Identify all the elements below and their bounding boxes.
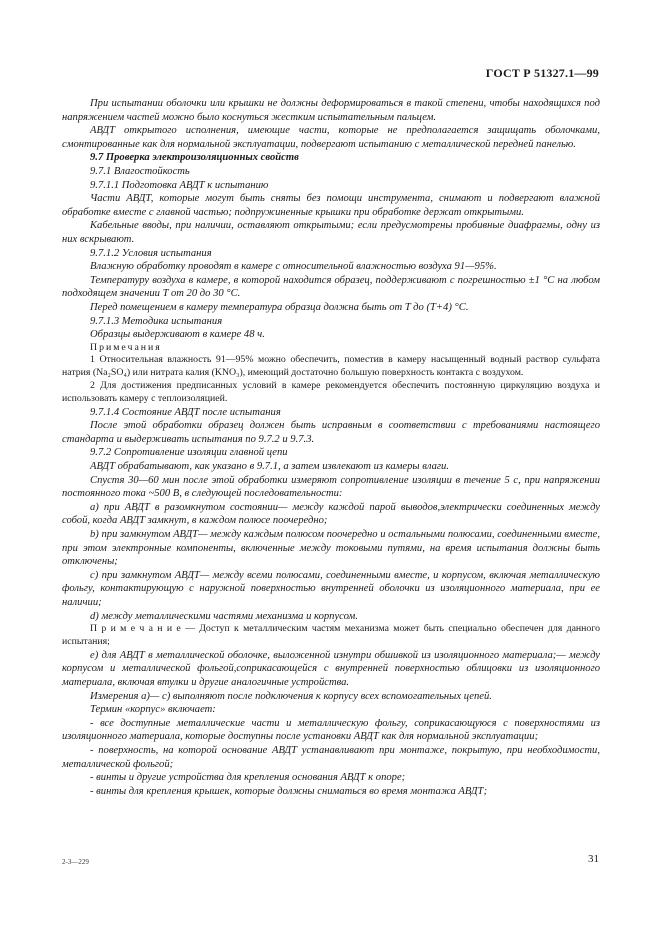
paragraph: 9.7.1.3 Методика испытания xyxy=(90,315,223,327)
paragraph: 9.7 Проверка электроизоляционных свойств xyxy=(90,152,299,164)
paragraph: Температуру воздуха в камере, в которой находится образец, поддерживают с погрешностью ±1 °С на любом подходящем значении T от 20 до 30 °С. xyxy=(62,274,600,300)
paragraph: 9.7.1 Влагостойкость xyxy=(90,165,190,177)
paragraph: - все доступные металлические части и металлическую фольгу, соприкасающуюся с поверхностями из изоляционного материала, которые доступны после установки АВДТ как для нормальной эксплуатации; xyxy=(62,717,600,743)
paragraph: АВДТ обрабатывают, как указано в 9.7.1, а затем извлекают из камеры влаги. xyxy=(90,461,449,473)
document-header: ГОСТ Р 51327.1—99 xyxy=(485,66,599,80)
paragraph: 9.7.1.4 Состояние АВДТ после испытания xyxy=(90,406,281,418)
paragraph: Примечания xyxy=(90,341,162,353)
paragraph: d) между металлическими частями механизма и корпусом. xyxy=(90,610,358,622)
page-number: 31 xyxy=(588,853,599,865)
paragraph: При испытании оболочки или крышки не должны деформироваться в такой степени, чтобы находящихся под напряжением частей можно было коснуться жестким испытательным пальцем. xyxy=(62,98,600,123)
paragraph: 2 Для достижения предписанных условий в камере рекомендуется обеспечить постоянную циркуляцию воздуха и использовать камеру с теплоизоляцией. xyxy=(62,380,600,404)
paragraph: 1 Относительная влажность 91—95% можно обеспечить, поместив в камеру насыщенный водный раствор сульфата натрия (Na₂SO₄) или нитрата калия (KNO₃), имеющий достаточно большую поверхность контакта с воздухом. xyxy=(62,354,600,379)
paragraph: П р и м е ч а н и е — Доступ к металлическим частям механизма может быть специально обеспечен для данного испытания; xyxy=(62,623,600,647)
paragraph: - винты и другие устройства для крепления основания АВДТ к опоре; xyxy=(90,772,406,784)
paragraph: АВДТ открытого исполнения, имеющие части, которые не предполагается защищать оболочками, смонтированные как для нормальной эксплуатации, подвергают испытанию с металлической передней панелью. xyxy=(62,125,600,150)
paragraph: Измерения а)— с) выполняют после подключения к корпусу всех вспомогательных цепей. xyxy=(90,690,492,702)
paragraph: Перед помещением в камеру температура образца должна быть от T до (T+4) °С. xyxy=(90,301,469,313)
paragraph: a) при АВДТ в разомкнутом состоянии— между каждой парой выводов,электрически соединенных между собой, когда АВДТ замкнут, в каждом полюсе поочередно; xyxy=(62,501,600,527)
print-code: 2-3—229 xyxy=(62,858,89,866)
paragraph: 9.7.2 Сопротивление изоляции главной цепи xyxy=(90,447,288,459)
paragraph: 9.7.1.1 Подготовка АВДТ к испытанию xyxy=(90,179,269,191)
document-body xyxy=(62,97,600,798)
paragraph: Термин «корпус» включает: xyxy=(90,704,216,716)
paragraph: - поверхность, на которой основание АВДТ устанавливают при монтаже, покрытую, при необходимости, металлической фольгой; xyxy=(62,744,600,770)
paragraph: Влажную обработку проводят в камере с относительной влажностью воздуха 91—95%. xyxy=(90,261,497,273)
paragraph: Части АВДТ, которые могут быть сняты без помощи инструмента, снимают и подвергают влажной обработке вместе с главной частью; подпружиненные крышки при обработке держат открытыми. xyxy=(62,193,600,218)
paragraph: Кабельные вводы, при наличии, оставляют открытыми; если предусмотрены пробивные диафрагмы, одну из них вскрывают. xyxy=(62,220,600,245)
paragraph: c) при замкнутом АВДТ— между всеми полюсами, соединенными вместе, и корпусом, включая металлическую фольгу, контактирующую с наружной поверхностью внутренней оболочки из изоляционного материала, при ее наличии; xyxy=(62,569,600,608)
paragraph: - винты для крепления крышек, которые должны сниматься во время монтажа АВДТ; xyxy=(90,785,488,797)
paragraph: b) при замкнутом АВДТ— между каждым полюсом поочередно и остальными полюсами, соединенными вместе, при этом электронные компоненты, включенные между токовыми путями, на время испытания должны быть отключены; xyxy=(62,529,600,568)
paragraph: После этой обработки образец должен быть исправным в соответствии с требованиями настоящего стандарта и выдерживать испытания по 9.7.2 и 9.7.3. xyxy=(62,420,600,445)
paragraph: Спустя 30—60 мин после этой обработки измеряют сопротивление изоляции в течение 5 с, при напряжении постоянного тока ~500 В, в следующей последовательности: xyxy=(62,474,600,500)
paragraph: 9.7.1.2 Условия испытания xyxy=(90,247,212,259)
paragraph: e) для АВДТ в металлической оболочке, выложенной изнутри обшивкой из изоляционного материала;— между корпусом и металлической фольгой,соприкасающейся с внутренней поверхностью облицовки из изоляционного материала, включая втулки и другие аналогичные устройства. xyxy=(62,649,600,688)
paragraph: Образцы выдерживают в камере 48 ч. xyxy=(90,329,265,341)
